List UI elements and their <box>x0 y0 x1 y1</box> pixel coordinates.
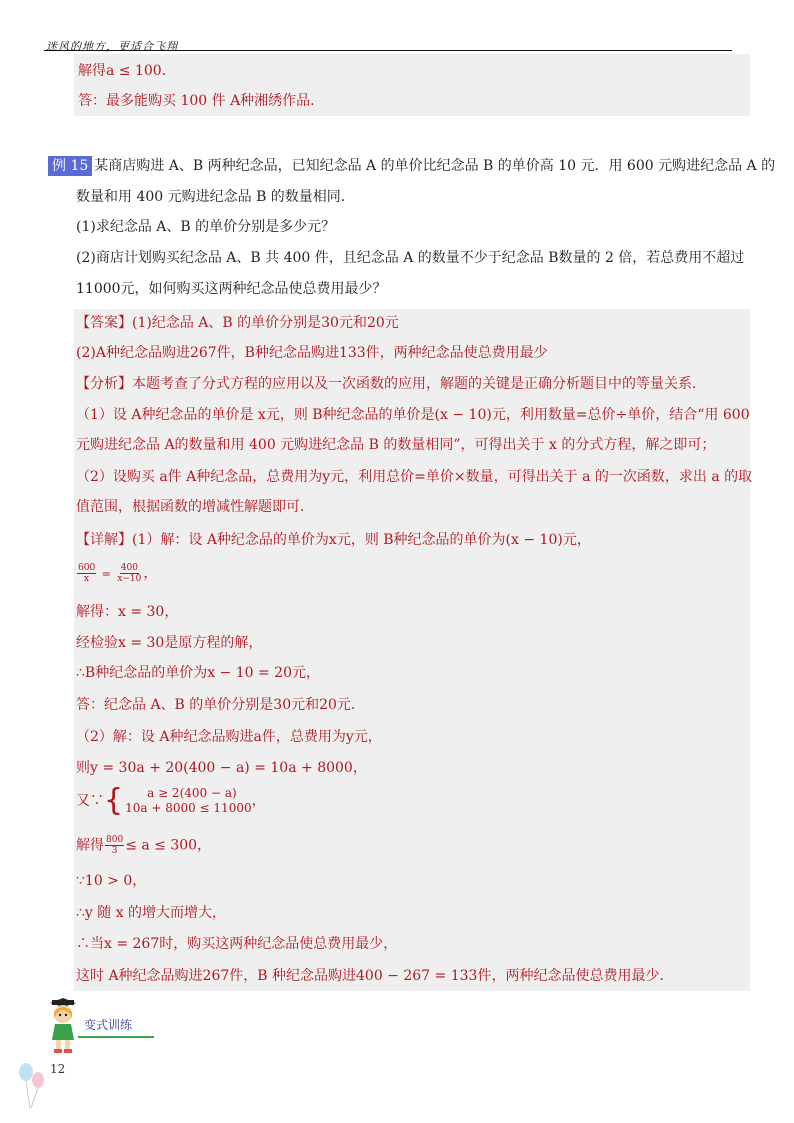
fraction-400-over-x-minus-10: $\frac{400}{x-10}$ <box>117 563 142 584</box>
example-problem-line1 <box>48 156 775 176</box>
therefore-b-price: ∴B种纪念品的单价为x − 10 = 20元， <box>76 665 320 681</box>
example-question2-line1: (2)商店计划购买纪念品 A、B 共 400 件，且纪念品 A 的数量不少于纪念品 B数量的 2 倍，若总费用不超过 <box>76 250 745 266</box>
balloons-icon <box>16 1060 50 1110</box>
example-problem-line2: 数量和用 400 元购进纪念品 B 的数量相同． <box>76 189 355 205</box>
header-motto: 迷风的地方，更适合飞翔 <box>46 40 178 53</box>
top-solve-line: 解得a ≤ 100． <box>78 63 176 79</box>
increasing-function: ∴y 随 x 的增大而增大， <box>76 905 227 921</box>
analysis-heading: 【分析】本题考查了分式方程的应用以及一次函数的应用，解题的关键是正确分析题目中的等量关系． <box>76 376 706 392</box>
check-root: 经检验x = 30是原方程的解， <box>76 635 263 651</box>
example-problem-text1: 某商店购进 A、B 两种纪念品，已知纪念品 A 的单价比纪念品 B 的单价高 10 元．用 600 元购进纪念品 A 的 <box>94 158 776 174</box>
variant-training-label: 变式训练 <box>78 1014 154 1038</box>
final-conclusion: 这时 A种纪念品购进267件，B 种纪念品购进400 − 267 = 133件，两种纪念品使总费用最少． <box>76 968 674 984</box>
example-question1: (1)求纪念品 A、B 的单价分别是多少元？ <box>76 219 336 235</box>
equals-sign: = <box>101 567 111 581</box>
answer-part1: 【答案】(1)纪念品 A、B 的单价分别是30元和20元 <box>76 315 399 331</box>
fraction-equation: $\frac{600}{x}$ = $\frac{400}{x-10}$ ， <box>78 563 158 584</box>
inequality-row2: 10a + 8000 ≤ 11000 <box>125 801 252 815</box>
analysis-part1-line2: 元购进纪念品 A的数量和用 400 元购进纪念品 B 的数量相同”，可得出关于 x 的分式方程，解之即可； <box>76 437 716 453</box>
coefficient-positive: ∵10 > 0， <box>76 873 147 889</box>
inequality-row1: a ≥ 2(400 − a) <box>147 786 237 800</box>
detail-part2-intro: （2）解：设 A种纪念品购进a件，总费用为y元， <box>76 729 382 745</box>
analysis-part1-line1: （1）设 A种纪念品的单价是 x元，则 B种纪念品的单价是(x − 10)元，利用数量=总价÷单价，结合“用 600 <box>76 407 750 423</box>
example-question2-line2: 11000元，如何购买这两种纪念品使总费用最少？ <box>76 281 387 297</box>
fraction-800-over-3: $\frac{800}{3}$ <box>106 835 124 856</box>
range-of-a: 解得 $\frac{800}{3}$ ≤ a ≤ 300， <box>76 835 212 856</box>
example-tag: 例 15 <box>48 156 92 176</box>
variant-training-section <box>44 998 154 1054</box>
answer-part2: (2)A种纪念品购进267件，B种纪念品购进133件，两种纪念品使总费用最少 <box>76 345 548 361</box>
minimum-cost-condition: ∴当x = 267时，购买这两种纪念品使总费用最少， <box>76 936 398 952</box>
cost-function: 则y = 30a + 20(400 − a) = 10a + 8000， <box>76 760 367 776</box>
solve-x: 解得：x = 30， <box>76 604 179 620</box>
analysis-part2-line1: （2）设购买 a件 A种纪念品，总费用为y元，利用总价=单价×数量，可得出关于 a 的一次函数，求出 a 的取 <box>76 469 753 485</box>
header-divider <box>44 50 732 51</box>
detail-part1-intro: 【详解】(1）解：设 A种纪念品的单价为x元，则 B种纪念品的单价为(x − 10)元， <box>76 532 591 548</box>
fraction-600-over-x: $\frac{600}{x}$ <box>78 563 96 584</box>
inequality-system: 又∵ { a ≥ 2(400 − a) 10a + 8000 ≤ 11000 ， <box>76 783 266 818</box>
left-brace: { <box>104 783 124 818</box>
answer-part1-final: 答：纪念品 A、B 的单价分别是30元和20元． <box>76 697 365 713</box>
analysis-part2-line2: 值范围，根据函数的增减性解题即可． <box>76 499 314 515</box>
page-number: 12 <box>50 1062 66 1076</box>
top-answer-line: 答：最多能购买 100 件 A种湘绣作品． <box>78 93 325 109</box>
